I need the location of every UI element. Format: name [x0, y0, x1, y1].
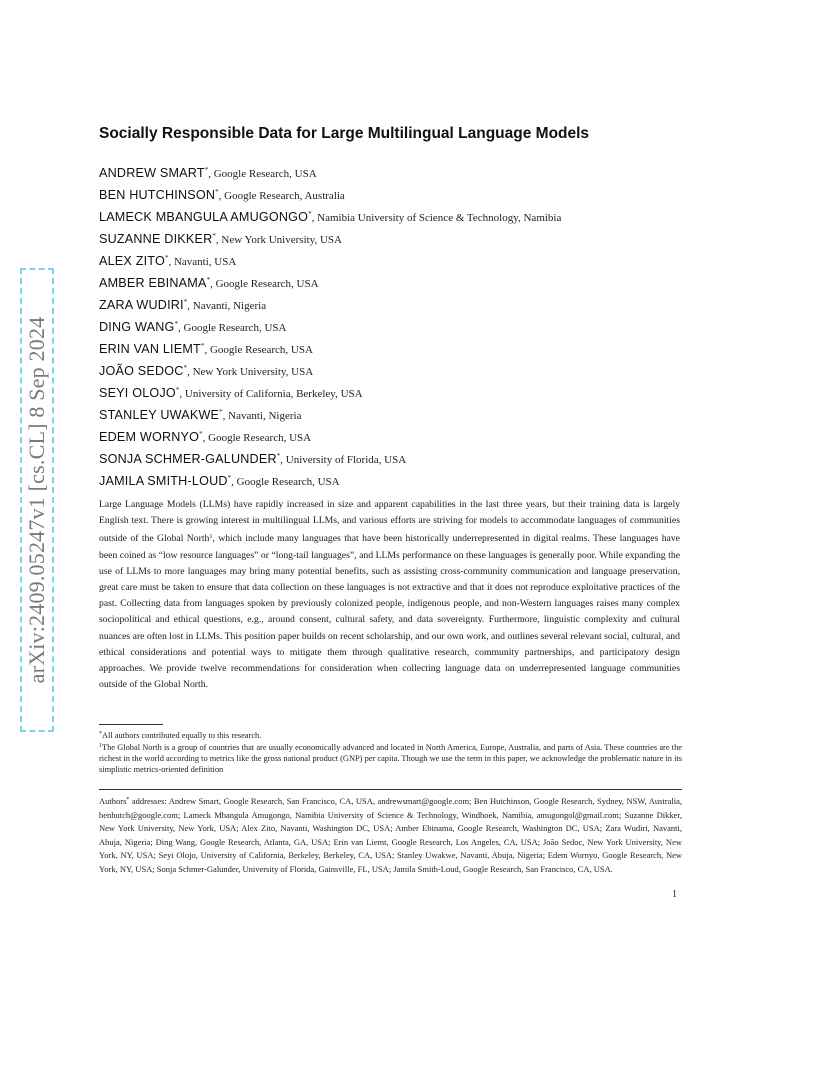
equal-contribution-mark: *: [200, 342, 205, 350]
author-entry: [99, 226, 561, 248]
footnote-global-north-text: The Global North is a group of countries that are usually economically advanced and located in North America, Europe, Australia, and parts of Asia. These countries are the richest in the world according to metrics like the gross national product (GNP) per capita. Though we use the term in this paper, we acknowledge the problematic nature in its simplistic metrics-oriented definition: [99, 743, 682, 774]
author-entry: [99, 468, 561, 490]
author-entry: [99, 270, 561, 292]
author-name: JAMILA SMITH-LOUD: [99, 474, 228, 488]
equal-contribution-mark: *: [183, 298, 188, 306]
equal-contribution-mark: *: [215, 188, 219, 196]
author-name: AMBER EBINAMA: [99, 276, 207, 290]
author-affiliation: , Google Research, Australia: [218, 190, 345, 202]
footnote-number-mark: 1: [99, 743, 102, 749]
author-name: DING WANG: [99, 320, 175, 334]
author-name: ANDREW SMART: [99, 166, 205, 180]
author-entry: [99, 314, 561, 336]
author-entry: [99, 402, 561, 424]
arxiv-identifier: arXiv:2409.05247v1 [cs.CL] 8 Sep 2024: [24, 316, 49, 684]
addresses-text: addresses: Andrew Smart, Google Research, San Francisco, CA, USA, andrewsmart@google.com; Ben Hutchinson, Google Research, Sydney, NSW, Australia, benhutch@google.com; Lameck Mbangula Amugongo, Namibia University of Science & Technology, Windhoek, Namibia, amugongol@gmail.com; Suzanne Dikker, New York University, New York, USA; Alex Zito, Navanti, Washington DC, USA; Amber Ebinama, Google Research, Washington DC, USA; Zara Wudiri, Navanti, Abuja, Nigeria; Ding Wang, Google Research, Atlanta, GA, USA; Erin van Liemt, Google Research, Los Angeles, CA, USA; João Sedoc, New York University, New York, NY, USA; Seyi Olojo, University of California, Berkeley, Berkeley, CA, USA; Stanley Uwakwe, Navanti, Abuja, Nigeria; Edem Wornyo, Google Research, New York, NY, USA; Sonja Schmer-Galunder, University of Florida, Gainsville, FL, USA; Jamila Smith-Loud, Google Research, San Francisco, CA, USA.: [99, 796, 682, 874]
author-affiliation: , Google Research, USA: [231, 476, 340, 488]
author-entry: [99, 358, 561, 380]
paper-title: Socially Responsible Data for Large Multilingual Language Models: [99, 125, 590, 142]
author-affiliation: , New York University, USA: [215, 234, 342, 246]
author-affiliation: , Google Research, USA: [208, 168, 317, 180]
abstract-text-2: , which include many languages that have been historically underrepresented in digital realms. These languages have been coined as “low resource languages” or “long-tail languages”, and LLMs performance on these languages is generally poor. While expanding the use of LLMs to more languages may bring many potential benefits, such as assisting cross-community communication and language preservation, great care must be taken to ensure that data collection on these languages is not extractive and that it does not reproduce exploitative practices of the past. Collecting data from languages spoken by previously colonized people, indigenous people, and non-Western languages raises many complex sociopolitical and ethical questions, e.g., around consent, cultural safety, and data sovereignty. Furthermore, linguistic complexity and cultural nuances are often lost in LLMs. This position paper builds on recent scholarship, and our own work, and outlines several relevant social, cultural, and ethical considerations and potential ways to mitigate them through qualitative research, community partnerships, and participatory design approaches. We provide twelve recommendations for consideration when collecting language data on underrepresented language communities outside of the Global North.: [99, 533, 680, 691]
abstract-text-1: Large Language Models (LLMs) have rapidly increased in size and apparent capabilities in the last three years, but their training data is largely English text. There is growing interest in multilingual LLMs, and various efforts are striving for models to accommodate languages of communities outside of the Global North: [99, 499, 680, 545]
footnotes: [99, 729, 682, 775]
addresses-divider: [99, 789, 682, 790]
equal-contribution-mark: *: [183, 364, 188, 372]
equal-contribution-mark: *: [227, 474, 232, 482]
equal-contribution-mark: *: [174, 320, 178, 328]
abstract: [99, 497, 680, 693]
author-affiliation: , Google Research, USA: [202, 432, 312, 444]
author-entry: [99, 380, 561, 402]
equal-contribution-mark: *: [219, 408, 223, 416]
author-affiliation: , Navanti, Nigeria: [187, 300, 267, 312]
equal-contribution-mark: *: [308, 210, 312, 218]
author-addresses: [99, 794, 682, 876]
author-affiliation: , Google Research, USA: [178, 322, 287, 334]
footnote-star-mark: *: [99, 731, 102, 737]
author-affiliation: , Google Research, USA: [204, 344, 313, 356]
author-list: [99, 160, 561, 490]
footnote-equal-contribution: [99, 729, 682, 741]
author-entry: [99, 248, 561, 270]
author-name: STANLEY UWAKWE: [99, 408, 220, 422]
footnote-divider: [99, 724, 163, 725]
author-entry: [99, 182, 561, 204]
author-entry: [99, 204, 561, 226]
author-affiliation: , Navanti, Nigeria: [222, 410, 302, 422]
author-entry: [99, 160, 561, 182]
author-name: LAMECK MBANGULA AMUGONGO: [99, 210, 309, 224]
equal-contribution-mark: *: [164, 254, 169, 262]
footnote-marker: 1: [209, 534, 213, 541]
author-entry: [99, 336, 561, 358]
author-affiliation: , Namibia University of Science & Technology, Namibia: [311, 212, 562, 224]
author-affiliation: , Navanti, USA: [168, 256, 237, 268]
author-name: ERIN VAN LIEMT: [99, 342, 201, 356]
equal-contribution-mark: *: [204, 166, 209, 174]
footnote-global-north: [99, 741, 682, 775]
footnote-equal-text: All authors contributed equally to this research.: [102, 731, 262, 740]
author-name: ALEX ZITO: [99, 254, 165, 268]
page-number: 1: [672, 889, 677, 900]
equal-contribution-mark: *: [212, 232, 216, 240]
author-name: SEYI OLOJO: [99, 386, 176, 400]
author-name: JOÃO SEDOC: [99, 364, 184, 378]
author-name: SUZANNE DIKKER: [99, 232, 213, 246]
author-entry: [99, 424, 561, 446]
equal-contribution-mark: *: [175, 386, 180, 394]
author-name: EDEM WORNYO: [99, 430, 200, 444]
author-affiliation: , New York University, USA: [187, 366, 314, 378]
author-name: SONJA SCHMER-GALUNDER: [99, 452, 277, 466]
equal-contribution-mark: *: [199, 430, 203, 438]
author-affiliation: , University of California, Berkeley, USA: [179, 388, 363, 400]
author-entry: [99, 446, 561, 468]
equal-contribution-mark: *: [206, 276, 211, 284]
author-name: BEN HUTCHINSON: [99, 188, 216, 202]
author-name: ZARA WUDIRI: [99, 298, 184, 312]
addresses-prefix: Authors: [99, 796, 127, 806]
author-affiliation: , Google Research, USA: [210, 278, 319, 290]
equal-contribution-mark: *: [276, 452, 281, 460]
author-entry: [99, 292, 561, 314]
author-affiliation: , University of Florida, USA: [280, 454, 407, 466]
addresses-mark: *: [126, 797, 130, 803]
